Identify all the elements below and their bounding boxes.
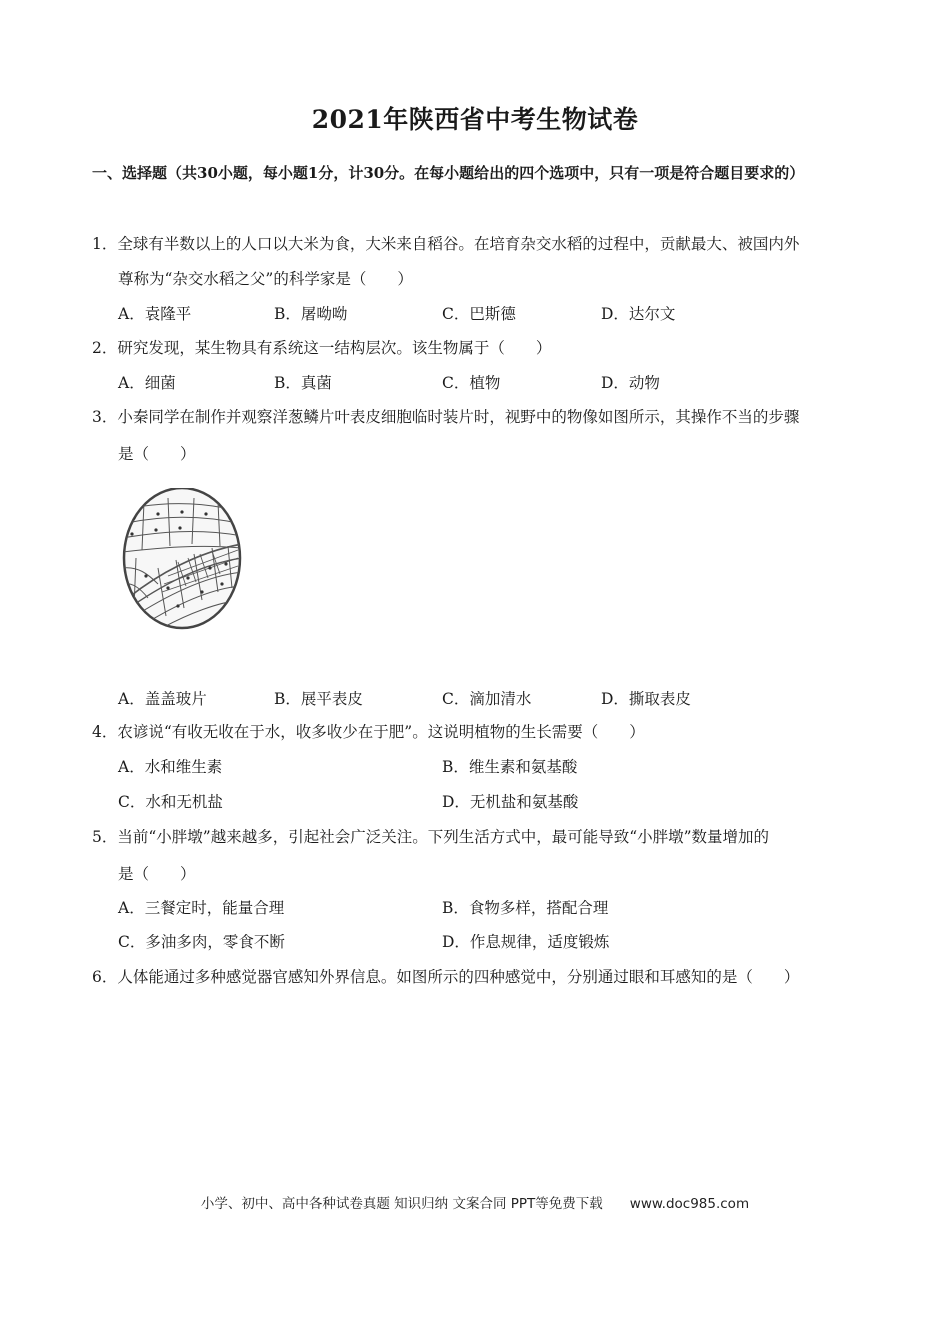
- question-5-option-a: A．三餐定时，能量合理: [118, 899, 285, 917]
- question-3-line-2: 是（ ）: [118, 445, 196, 463]
- question-3-line-1: 3．小秦同学在制作并观察洋葱鳞片叶表皮细胞临时装片时，视野中的物像如图所示，其操作不当的步骤: [92, 408, 800, 426]
- question-1-option-a: A．袁隆平: [118, 305, 192, 323]
- question-5-option-c: C．多油多肉，零食不断: [118, 933, 285, 951]
- question-2-option-c: C．植物: [442, 374, 501, 392]
- question-4-option-c: C．水和无机盐: [118, 793, 223, 811]
- question-4-option-b: B．维生素和氨基酸: [442, 758, 578, 776]
- question-5-option-b: B．食物多样，搭配合理: [442, 899, 609, 917]
- question-5-option-d: D．作息规律，适度锻炼: [442, 933, 610, 951]
- question-1-line-1: 1．全球有半数以上的人口以大米为食，大米来自稻谷。在培育杂交水稻的过程中，贡献最大、被国内外: [92, 235, 800, 253]
- question-2-line-1: 2．研究发现，某生物具有系统这一结构层次。该生物属于（ ）: [92, 339, 552, 357]
- question-6-line-1: 6．人体能通过多种感觉器官感知外界信息。如图所示的四种感觉中，分别通过眼和耳感知的是（ ）: [92, 968, 800, 986]
- question-4-option-d: D．无机盐和氨基酸: [442, 793, 579, 811]
- question-1-option-c: C．巴斯德: [442, 305, 516, 323]
- question-3-option-c: C．滴加清水: [442, 690, 532, 708]
- question-3-option-b: B．展平表皮: [274, 690, 363, 708]
- question-5-line-2: 是（ ）: [118, 865, 196, 883]
- question-5-line-1: 5．当前“小胖墩”越来越多，引起社会广泛关注。下列生活方式中，最可能导致“小胖墩”数量增加的: [92, 828, 770, 846]
- question-4-line-1: 4．农谚说“有收无收在于水，收多收少在于肥”。这说明植物的生长需要（ ）: [92, 723, 645, 741]
- question-1-option-b: B．屠呦呦: [274, 305, 348, 323]
- question-4-option-a: A．水和维生素: [118, 758, 223, 776]
- question-2-option-d: D．动物: [601, 374, 660, 392]
- question-2-option-a: A．细菌: [118, 374, 176, 392]
- question-3-option-d: D．撕取表皮: [601, 690, 691, 708]
- question-1-line-2: 尊称为“杂交水稻之父”的科学家是（ ）: [118, 270, 413, 288]
- question-1-option-d: D．达尔文: [601, 305, 676, 323]
- page-title: 2021年陕西省中考生物试卷: [311, 105, 639, 134]
- question-3-option-a: A．盖盖玻片: [118, 690, 207, 708]
- question-2-option-b: B．真菌: [274, 374, 332, 392]
- section-heading: 一、选择题（共30小题，每小题1分，计30分。在每小题给出的四个选项中，只有一项是符合题目要求的）: [92, 164, 805, 182]
- onion-epidermis-micrograph: [118, 488, 248, 636]
- page-footer: 小学、初中、高中各种试卷真题 知识归纳 文案合同 PPT等免费下载 www.doc985.com: [200, 1196, 750, 1212]
